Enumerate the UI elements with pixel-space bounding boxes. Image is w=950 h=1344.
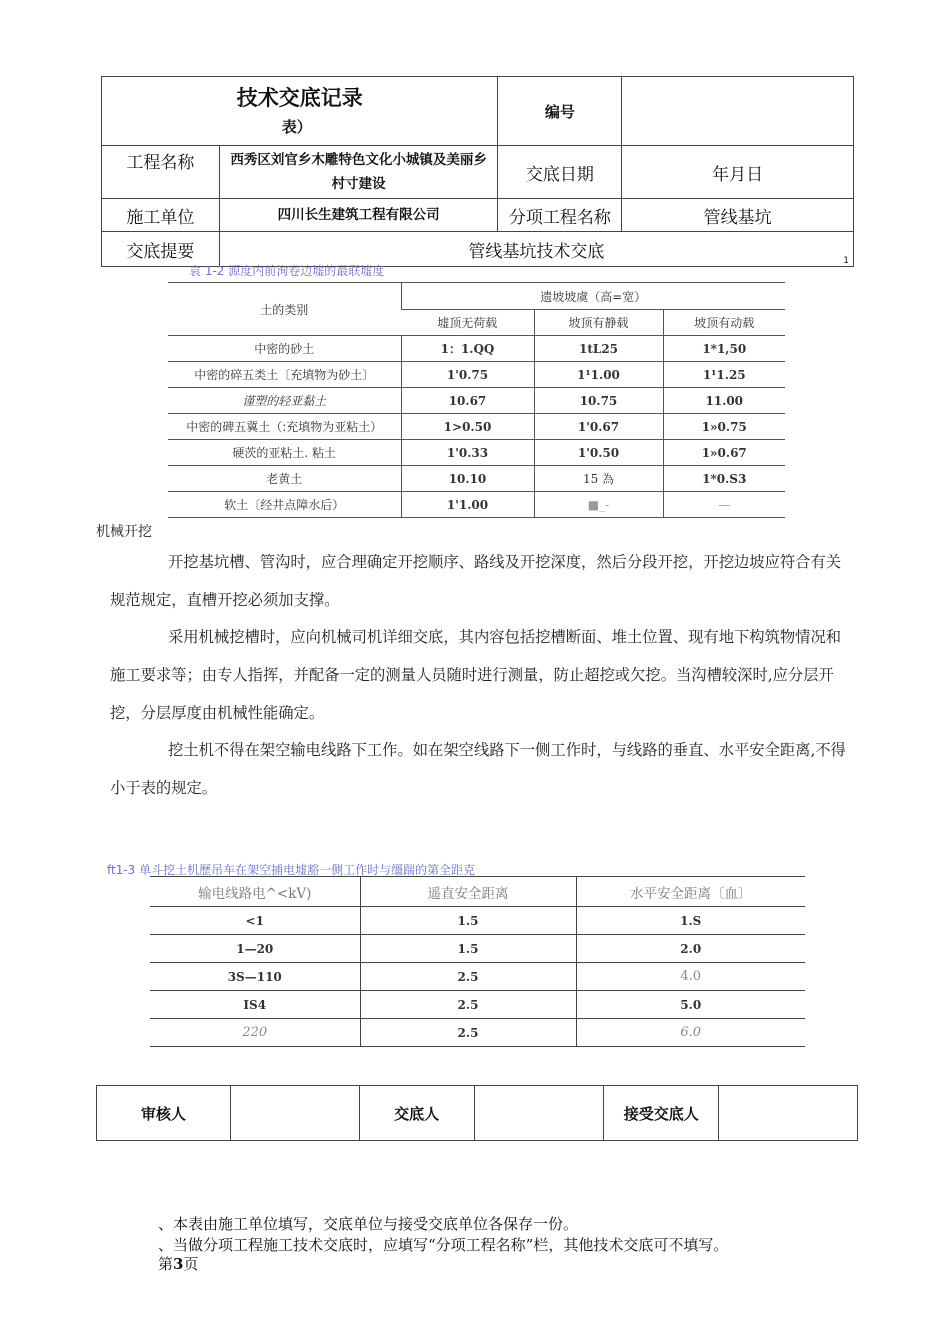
soil-slope-table [168, 282, 785, 518]
cell-voltage: 1—20 [150, 935, 360, 963]
cell-horizontal: 5.0 [576, 991, 805, 1019]
table-row [168, 440, 785, 466]
summary-label: 交底提要 [102, 232, 220, 267]
cell-no-load: 10.67 [401, 388, 534, 414]
table-row [150, 963, 805, 991]
soil-name: 谨塑的轻亚黏土 [168, 388, 401, 414]
number-label: 编号 [498, 77, 622, 146]
form-title-cell [102, 77, 498, 146]
project-name: 西秀区刘官乡木雕特色文化小城镇及美丽乡村寸建设 [219, 146, 498, 199]
table-row [150, 1019, 805, 1047]
cell-vertical: 1.5 [360, 907, 576, 935]
table-row [150, 907, 805, 935]
cell-dynamic-load: — [663, 492, 785, 518]
section-title: 机械开挖 [96, 524, 152, 540]
cell-static-load: 1¹1.00 [534, 362, 663, 388]
cell-static-load: 1'0.67 [534, 414, 663, 440]
cell-no-load: 1'0.75 [401, 362, 534, 388]
col-voltage: 输电线路电^<kV) [150, 877, 360, 907]
soil-name: 中密的砂土 [168, 336, 401, 362]
col-no-load: 墟顶无荷载 [401, 310, 534, 336]
cell-voltage: <1 [150, 907, 360, 935]
cell-vertical: 1.5 [360, 935, 576, 963]
note-1: 、本表由施工单位填写，交底单位与接受交底单位各保存一份。 [158, 1215, 579, 1233]
soil-name: 硬茨的亚粘土. 粘土 [168, 440, 401, 466]
cell-voltage: 220 [150, 1019, 360, 1047]
cell-no-load: 1'0.33 [401, 440, 534, 466]
table-row [168, 336, 785, 362]
table-row [168, 414, 785, 440]
date-label: 交底日期 [498, 146, 622, 199]
subproject-label: 分项工程名称 [498, 199, 622, 232]
col-static-load: 坡顶有静载 [534, 310, 663, 336]
cell-dynamic-load: 1*1,50 [663, 336, 785, 362]
cell-voltage: 3S—110 [150, 963, 360, 991]
receiver-signature-field [719, 1086, 858, 1141]
cell-dynamic-load: 1»0.75 [663, 414, 785, 440]
cell-dynamic-load: 1»0.67 [663, 440, 785, 466]
table-row [168, 362, 785, 388]
cell-dynamic-load: 11.00 [663, 388, 785, 414]
project-name-label: 工程名称 [102, 146, 220, 199]
cell-static-load: 1'0.50 [534, 440, 663, 466]
page-suffix: 页 [183, 1255, 199, 1273]
cell-horizontal: 4.0 [576, 963, 805, 991]
form-title-suffix: 表） [281, 117, 312, 136]
col-soil-type: 土的类别 [168, 283, 401, 336]
cell-static-load: 1tL25 [534, 336, 663, 362]
col-slope-group: 遗坡坡虞（高=宽） [401, 283, 785, 310]
page-number-value: 3 [173, 1255, 184, 1273]
subproject-name: 管线基坑 [622, 199, 854, 232]
corner-number: 1 [843, 256, 849, 266]
table-row [168, 466, 785, 492]
presenter-signature-field [474, 1086, 604, 1141]
table-row [150, 935, 805, 963]
paragraph-2: 采用机械挖槽时，应向机械司机详细交底，其内容包括挖槽断面、堆土位置、现有地下构筑物情况和施工要求等；由专人指挥，并配备一定的测量人员随时进行测量，防止超挖或欠挖。当沟槽较深时,应分层开挖，分层厚度由机械性能确定。 [110, 628, 842, 722]
cell-static-load: ■_- [534, 492, 663, 518]
soil-name: 中密的碎五类土〔充填物为砂土〕 [168, 362, 401, 388]
soil-name: 软土〔经井点障水后） [168, 492, 401, 518]
cell-static-load: 10.75 [534, 388, 663, 414]
cell-vertical: 2.5 [360, 991, 576, 1019]
form-title: 技术交底记录 [236, 85, 363, 110]
signature-table [96, 1085, 858, 1141]
header-form-table [101, 76, 854, 267]
cell-no-load: 1：1.QQ [401, 336, 534, 362]
page-number [158, 1253, 198, 1274]
note-2: 、当做分项工程施工技术交底时，应填写“分项工程名称”栏，其他技术交底可不填写。 [158, 1236, 729, 1254]
cell-dynamic-load: 1¹1.25 [663, 362, 785, 388]
page-label: 第 [158, 1255, 174, 1273]
table-row [150, 991, 805, 1019]
cell-horizontal: 6.0 [576, 1019, 805, 1047]
contractor-label: 施工单位 [102, 199, 220, 232]
table-row [168, 492, 785, 518]
table-row [168, 388, 785, 414]
cell-vertical: 2.5 [360, 963, 576, 991]
cell-static-load: 15 為 [534, 466, 663, 492]
col-dynamic-load: 坡顶有动载 [663, 310, 785, 336]
soil-name: 中密的碑五冀土（:充填物为亚粘土） [168, 414, 401, 440]
receiver-label: 接受交底人 [604, 1086, 719, 1141]
power-line-distance-table [150, 876, 805, 1047]
cell-vertical: 2.5 [360, 1019, 576, 1047]
cell-horizontal: 2.0 [576, 935, 805, 963]
paragraph-1: 开挖基坑槽、管沟时，应合理确定开挖顺序、路线及开挖深度，然后分段开挖，开挖边坡应符合有关规范规定，直槽开挖必须加支撑。 [110, 553, 842, 609]
presenter-label: 交底人 [359, 1086, 474, 1141]
cell-no-load: 1>0.50 [401, 414, 534, 440]
soil-table-caption: 袁 1-2 源度内前洵卷边墟的最联墟度 [189, 264, 385, 278]
date-value: 年月日 [622, 146, 854, 199]
cell-horizontal: 1.S [576, 907, 805, 935]
cell-voltage: IS4 [150, 991, 360, 1019]
summary-text: 管线基坑技术交底 [468, 241, 605, 262]
soil-name: 老黄土 [168, 466, 401, 492]
contractor-name: 四川长生建筑工程有限公司 [219, 199, 498, 232]
number-value [622, 77, 854, 146]
col-vertical-distance: 遥直安全距离 [360, 877, 576, 907]
cell-dynamic-load: 1*0.S3 [663, 466, 785, 492]
col-horizontal-distance: 水平安全距离〔血〕 [576, 877, 805, 907]
reviewer-label: 审核人 [97, 1086, 231, 1141]
cell-no-load: 1'1.00 [401, 492, 534, 518]
reviewer-signature-field [230, 1086, 359, 1141]
paragraph-3: 挖土机不得在架空输电线路下工作。如在架空线路下一侧工作时，与线路的垂直、水平安全距离,不得小于表的规定。 [110, 741, 846, 797]
cell-no-load: 10.10 [401, 466, 534, 492]
power-table-caption: ft1-3 单斗挖土机歷吊车在架空捕电墟豁一侧工作时与缰踹的第全距克 [107, 863, 476, 877]
